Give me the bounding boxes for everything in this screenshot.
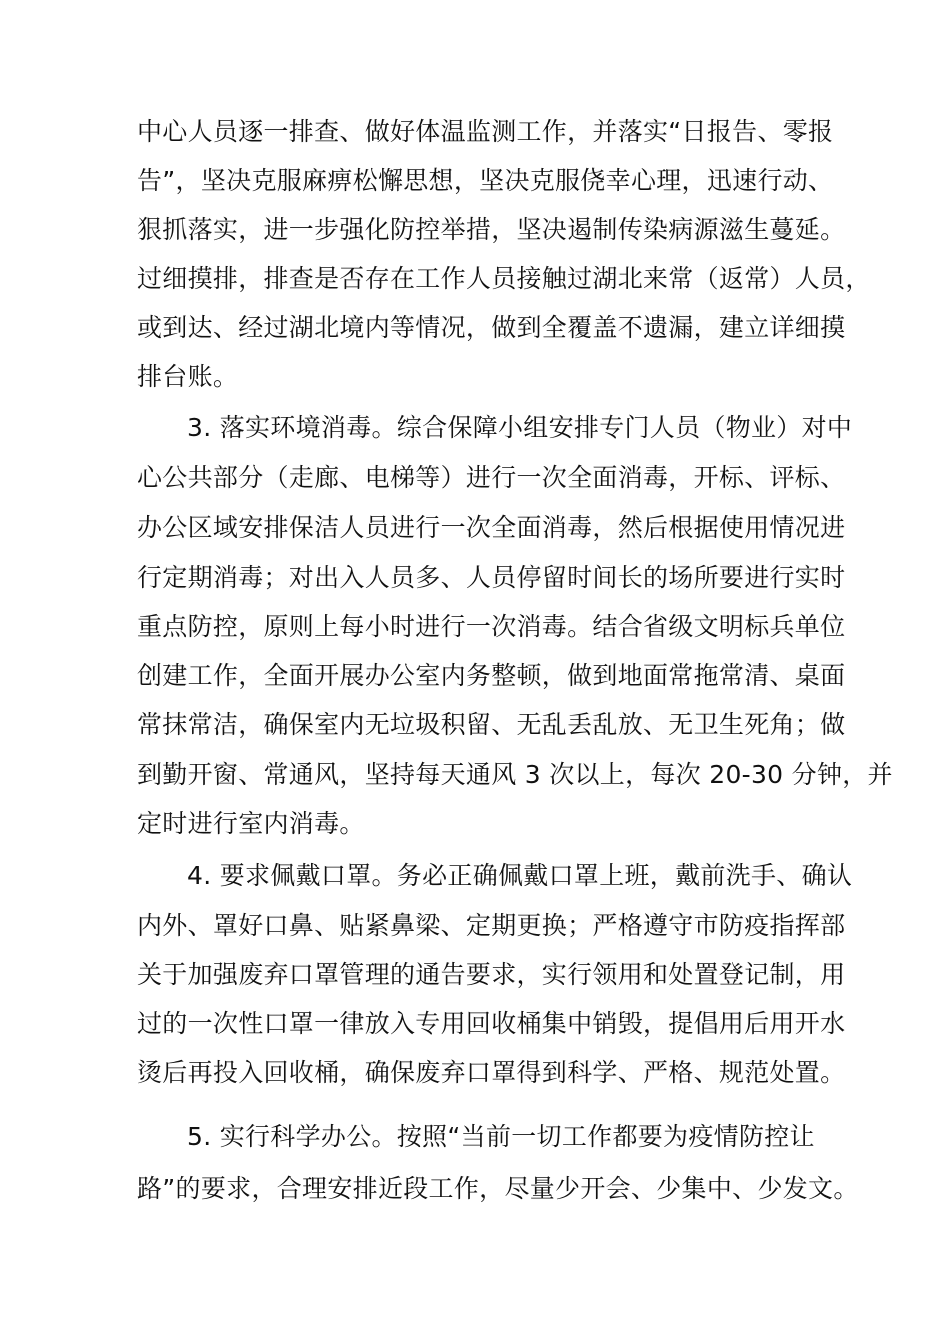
text-line: 狠抓落实，进一步强化防控举措，坚决遏制传染病源滋生蔓延。	[137, 215, 846, 244]
text-line: 办公区域安排保洁人员进行一次全面消毒，然后根据使用情况进	[137, 513, 846, 542]
paragraph-5-heading-line: 5. 实行科学办公。按照“当前一切工作都要为疫情防控让	[187, 1122, 815, 1151]
text-line: 告”，坚决克服麻痹松懈思想，坚决克服侥幸心理，迅速行动、	[137, 166, 834, 195]
text-line: 创建工作，全面开展办公室内务整顿，做到地面常拖常清、桌面	[137, 661, 846, 690]
text-line: 重点防控，原则上每小时进行一次消毒。结合省级文明标兵单位	[137, 612, 846, 641]
text-line: 排台账。	[137, 362, 239, 391]
text-line: 过细摸排，排查是否存在工作人员接触过湖北来常（返常）人员，	[137, 264, 871, 293]
text-line: 烫后再投入回收桶，确保废弃口罩得到科学、严格、规范处置。	[137, 1058, 846, 1087]
paragraph-4-heading-line: 4. 要求佩戴口罩。务必正确佩戴口罩上班，戴前洗手、确认	[187, 861, 853, 890]
text-line: 关于加强废弃口罩管理的通告要求，实行领用和处置登记制，用	[137, 960, 846, 989]
text-line: 中心人员逐一排查、做好体温监测工作，并落实“日报告、零报	[137, 117, 834, 146]
paragraph-3-heading-line: 3. 落实环境消毒。综合保障小组安排专门人员（物业）对中	[187, 413, 853, 442]
text-line: 过的一次性口罩一律放入专用回收桶集中销毁，提倡用后用开水	[137, 1009, 846, 1038]
text-line: 到勤开窗、常通风，坚持每天通风 3 次以上，每次 20-30 分钟，并	[137, 760, 893, 789]
text-line: 或到达、经过湖北境内等情况，做到全覆盖不遗漏，建立详细摸	[137, 313, 846, 342]
text-line: 内外、罩好口鼻、贴紧鼻梁、定期更换；严格遵守市防疫指挥部	[137, 911, 846, 940]
text-line: 心公共部分（走廊、电梯等）进行一次全面消毒，开标、评标、	[137, 463, 846, 492]
text-line: 定时进行室内消毒。	[137, 809, 365, 838]
text-line: 行定期消毒；对出入人员多、人员停留时间长的场所要进行实时	[137, 563, 846, 592]
text-line: 路”的要求，合理安排近段工作，尽量少开会、少集中、少发文。	[137, 1174, 859, 1203]
text-line: 常抹常洁，确保室内无垃圾积留、无乱丢乱放、无卫生死角；做	[137, 710, 846, 739]
